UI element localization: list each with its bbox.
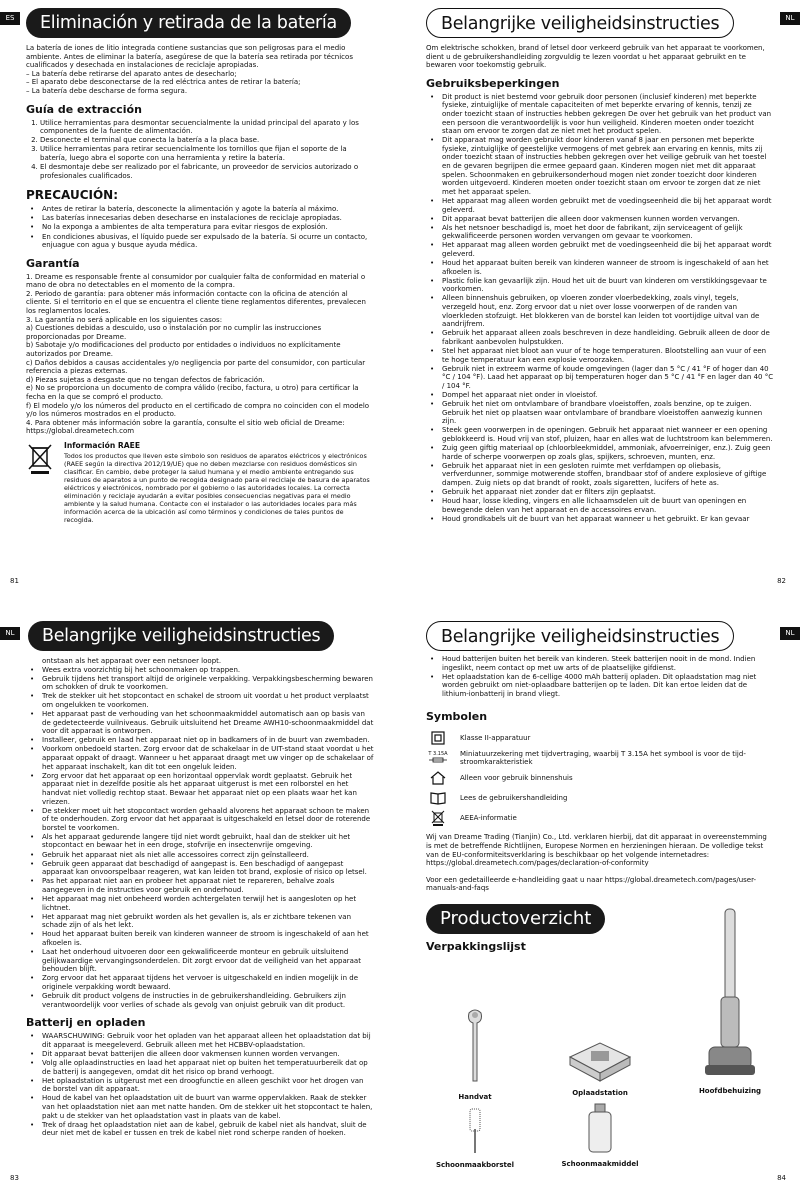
battery-list [26, 1032, 374, 1138]
product-label: Hoofdbehuizing [698, 1087, 762, 1095]
cleaning-brush-icon [468, 1107, 482, 1155]
page-81 [0, 0, 400, 597]
list-item: • Dit apparaat bevat batterijen die alleen door vakmensen kunnen worden vervangen. [26, 1050, 374, 1059]
fuse-label: T 3.15A [428, 751, 448, 758]
intro-line: – La batería debe retirarse del aparato antes de desecharlo; [26, 69, 237, 78]
symbol-row [426, 769, 774, 787]
list-item: • Gebruik het niet om ontvlambare of brandbare vloeistoffen, zoals benzine, op te zuigen. Gebruik het niet op plaatsen waar ontvlambare of brandbare vloeistoffen aanwezig kunnen zijn. [426, 400, 774, 426]
fuse-icon [426, 751, 450, 765]
symbol-row [426, 789, 774, 807]
warranty-line: c) Daños debidos a causas accidentales y/o negligencia por parte del consumidor, con particular referencia a piezas externas. [26, 358, 366, 376]
page-title: Eliminación y retirada de la batería [26, 8, 351, 38]
warranty-line: f) El modelo y/o los números del producto en el certificado de compra no coinciden con el modelo y/o los números mostrados en el producto. [26, 401, 370, 419]
product-label: Oplaadstation [572, 1089, 628, 1097]
list-item: • Zorg ervoor dat het apparaat tijdens het vervoer is uitgeschakeld en indien mogelijk in de originele verpakking wordt bewaard. [26, 974, 374, 991]
section-heading: Verpakkingslijst [426, 940, 526, 954]
list-item: 3. Utilice herramientas para retirar secuencialmente los tornillos que fijan el soporte de la batería, luego abra el soporte con una herramienta y retire la batería. [40, 145, 374, 162]
list-item: • Gebruik niet in extreem warme of koude omgevingen (lager dan 5 °C / 41 °F of hoger dan 40 °C / 104 °F). Laad het apparaat op bij temperaturen hoger dan 5 °C / 41 °F en lager dan 40 °C / 104 °F. [426, 365, 774, 391]
symbol-row [426, 729, 774, 747]
product-handle [440, 1007, 510, 1101]
page-title: Belangrijke veiligheidsinstructies [426, 621, 734, 651]
symbol-text: Miniatuurzekering met tijdvertraging, waarbij T 3.15A het symbool is voor de tijd-stroomkarakteristiek [460, 749, 746, 767]
class-ii-icon [426, 731, 450, 746]
section-heading: Symbolen [426, 710, 488, 724]
list-item: • Het oplaadstation is uitgerust met een droogfunctie en alleen geschikt voor het drogen van de borstel van dit apparaat. [26, 1077, 374, 1094]
page-number: 82 [777, 577, 786, 585]
weee-icon [426, 810, 450, 827]
product-label: Schoonmaakborstel [435, 1161, 515, 1169]
list-item: • Het apparaat mag niet gebruikt worden als het gevallen is, als er zichtbare tekenen van schade zijn of als het lekt. [26, 913, 374, 930]
product-detergent [550, 1102, 650, 1168]
list-item: • Dit product is niet bestemd voor gebruik door personen (inclusief kinderen) met beperkte fysieke, zintuiglijke of mentale capaciteiten of met beperkte ervaring of kennis, tenzij ze onder toezicht staan of instructies hebben gekregen De over het gebruik van het product van een persoon die verantwoordelijk is voor hun veiligheid. Kinderen moeten onder toezicht staan om ervoor te zorgen dat ze niet met het product spelen. [426, 93, 774, 136]
intro-line: – La batería debe descharse de forma segura. [26, 86, 188, 95]
page-83 [0, 597, 400, 1194]
list-item: • Steek geen voorwerpen in de openingen. Gebruik het apparaat niet wanneer er een opening geblokkeerd is. Houd vrij van stof, pluizen, haar en alles wat de luchtstroom kan belemmeren. [426, 426, 774, 443]
list-item: • Het apparaat mag alleen worden gebruikt met de voedingseenheid die bij het apparaat wordt geleverd. [426, 241, 774, 258]
list-item: • Het apparaat past de verhouding van het schoonmaakmiddel automatisch aan op basis van de gedetecteerde vuilniveaus. Gebruik uitsluitend het Dreame AWH10-schoonmaakmiddel dat voor dit apparaat is ontworpen. [26, 710, 374, 736]
warranty-line: b) Sabotaje y/o modificaciones del producto por entidades o individuos no explícitamente autorizados por Dreame. [26, 341, 341, 359]
list-item: • Als het apparaat gedurende langere tijd niet wordt gebruikt, haal dan de stekker uit het stopcontact en bewaar het in een droge, stofvrije en insectenvrije omgeving. [26, 833, 374, 850]
list-item: • Antes de retirar la batería, desconecte la alimentación y agote la batería al máximo. [26, 205, 374, 214]
warranty-line: e) No se proporciona un documento de compra válido (recibo, factura, u otro) para certificar la fecha en la que se compró el producto. [26, 384, 359, 401]
list-item: • Dompel het apparaat niet onder in vloeistof. [426, 391, 774, 400]
section-heading: PRECAUCIÓN: [26, 188, 119, 203]
list-item: • Gebruik het apparaat niet zonder dat er filters zijn geplaatst. [426, 488, 774, 497]
list-item: • Houd haar, losse kleding, vingers en alle lichaamsdelen uit de buurt van openingen en bewegende delen van het apparaat en de accessoires ervan. [426, 497, 774, 514]
list-item: • Als het netsnoer beschadigd is, moet het door de fabrikant, zijn serviceagent of gelijk gekwalificeerde personen worden vervangen om gevaar te voorkomen. [426, 224, 774, 241]
language-tab: NL [780, 12, 800, 25]
safety-list [26, 666, 374, 1010]
raee-text: Todos los productos que lleven este símbolo son residuos de aparatos eléctricos y electrónicos (RAEE según la directiva 2012/19/UE) que no deben mezclarse con residuos domésticos sin clasificar. En cambio, debe proteger la salud humana y el medio ambiente entregando sus residuos de aparatos a un punto de recogida designado para el reciclaje de basura de aparatos eléctricos y electrónicos, nombrado por el gobierno o las autoridades locales. La correcta eliminación y reciclaje ayudarán a evitar posibles consecuencias negativas para el medio ambiente y la salud humana. Contacte con el instalador o las autoridades locales para más información acerca de la ubicación así como términos y condiciones de tales puntos de recogida. [64, 451, 370, 524]
list-item: • Pas het apparaat niet aan en probeer het apparaat niet te repareren, behalve zoals aangegeven in de instructies voor gebruik en onderhoud. [26, 877, 374, 894]
list-item: • Las baterías innecesarias deben desecharse en instalaciones de reciclaje apropiadas. [26, 214, 374, 223]
intro-text: La batería de iones de litio integrada contiene sustancias que son peligrosas para el medio ambiente. Antes de eliminar la batería, asegúrese de que la batería sea retirada por técnicos cualificados y desechada en instalaciones de reciclaje apropiadas. [26, 44, 353, 70]
manual-text: Voor een gedetailleerde e-handleiding gaat u naar https://global.dreametech.com/pages/user-manuals-and-faqs [426, 875, 757, 893]
list-item: • En condiciones abusivas, el líquido puede ser expulsado de la batería. Si ocurre un contacto, enjuague con agua y busque ayuda médica. [26, 233, 374, 250]
intro-text: Om elektrische schokken, brand of letsel door verkeerd gebruik van het apparaat te voorkomen, dient u de gebruikershandleiding zorgvuldig te lezen voordat u het apparaat gebruikt en te bewaren voor toekomstig gebruik. [426, 44, 765, 70]
product-cleaning-brush [430, 1107, 520, 1169]
list-item: • Volg alle oplaadinstructies en laad het apparaat niet op buiten het temperatuurbereik dat op de batterij is aangegeven, omdat dit het risico op brand verhoogt. [26, 1059, 374, 1076]
list-item: 4. El desmontaje debe ser realizado por el fabricante, un proveedor de servicios autorizado o profesionales cualificados. [40, 163, 374, 180]
detergent-bottle-icon [585, 1102, 615, 1154]
list-item: • Het oplaadstation kan de 6-cellige 4000 mAh batterij opladen. Dit oplaadstation mag niet worden gebruikt om niet-oplaadbare batterijen op te laden. Dit kan ertoe leiden dat de lithium-ionbatterij in brand vliegt. [426, 673, 774, 699]
handle-icon [455, 1007, 495, 1087]
page-number: 84 [777, 1174, 786, 1182]
raee-block [26, 442, 374, 524]
list-item: 1. Utilice herramientas para desmontar secuencialmente la unidad principal del aparato y los componentes de la fuente de alimentación. [40, 119, 374, 136]
list-item: • Gebruik het apparaat niet als niet alle accessoires correct zijn geïnstalleerd. [26, 851, 374, 860]
language-tab: NL [780, 627, 800, 640]
list-item: • Houd het apparaat buiten bereik van kinderen wanneer de stroom is ingeschakeld of aan het afkoelen is. [26, 930, 374, 947]
warranty-line: 4. Para obtener más información sobre la garantía, consulte el sitio web oficial de Dreame: https://global.dreametech.com [26, 418, 345, 436]
main-body-icon [705, 907, 755, 1081]
symbol-row [426, 809, 774, 827]
intro-line: – El aparato debe desconectarse de la red eléctrica antes de retirar la batería; [26, 78, 301, 87]
product-charging-station [560, 1027, 640, 1097]
declaration-text: Wij van Dreame Trading (Tianjin) Co., Ltd. verklaren hierbij, dat dit apparaat in overeenstemming is met de betreffende Richtlijnen, Europese Normen en herzieningen hieraan. De volledige tekst van de EU-conformiteitsverklaring is beschikbaar op het volgende internetadres: https://global.dreametech.com/pages/declaration-of-conformity [426, 833, 767, 868]
list-item: • De stekker moet uit het stopcontact worden gehaald alvorens het apparaat schoon te maken of te onderhouden. Zorg ervoor dat het apparaat is uitgeschakeld en letsel door de roterende borstel te voorkomen. [26, 807, 374, 833]
warranty-line: 3. La garantía no será aplicable en los siguientes casos: [26, 315, 223, 324]
indoor-icon [426, 771, 450, 786]
list-item: • Zuig geen giftig materiaal op (chloorbleekmiddel, ammoniak, afvoerreiniger, enz.). Zuig geen harde of scherpe voorwerpen op zoals glas, spijkers, schroeven, munten, enz. [426, 444, 774, 461]
list-item: • Houd batterijen buiten het bereik van kinderen. Steek batterijen nooit in de mond. Indien ingeslikt, neem contact op met uw arts of de plaatselijke gifdienst. [426, 655, 774, 672]
list-item: • No la exponga a ambientes de alta temperatura para evitar riesgos de explosión. [26, 223, 374, 232]
list-item: • Plastic folie kan gevaarlijk zijn. Houd het uit de buurt van kinderen om verstikkingsgevaar te voorkomen. [426, 277, 774, 294]
page-number: 81 [10, 577, 19, 585]
symbol-row [426, 749, 774, 767]
restrictions-list [426, 93, 774, 524]
continuation-text: ontstaan als het apparaat over een netsnoer loopt. [42, 657, 222, 665]
guide-list [26, 119, 374, 181]
weee-bin-icon [26, 442, 56, 524]
section-heading: Gebruiksbeperkingen [426, 76, 560, 90]
symbol-text: Klasse II-apparatuur [460, 734, 531, 743]
list-item: • Dit apparaat bevat batterijen die alleen door vakmensen kunnen worden vervangen. [426, 215, 774, 224]
list-item: • Trek of draag het oplaadstation niet aan de kabel, gebruik de kabel niet als handvat, sluit de deur niet met de kabel er tussen en trek de kabel niet rond scherpe randen of hoeken. [26, 1121, 374, 1138]
list-item: • Het apparaat mag alleen worden gebruikt met de voedingseenheid die bij het apparaat wordt geleverd. [426, 197, 774, 214]
symbol-text: AEEA-informatie [460, 814, 517, 823]
warranty-line: a) Cuestiones debidas a descuido, uso o instalación por no cumplir las instrucciones proporcionadas por Dreame. [26, 324, 322, 341]
section-heading: Garantía [26, 256, 80, 270]
page-title: Belangrijke veiligheidsinstructies [28, 621, 334, 651]
warranty-text [26, 273, 374, 436]
list-item: • Trek de stekker uit het stopcontact en schakel de stroom uit voordat u het product verplaatst om ongelukken te voorkomen. [26, 692, 374, 709]
symbol-text: Alleen voor gebruik binnenshuis [460, 774, 573, 783]
warranty-line: d) Piezas sujetas a desgaste que no tengan defectos de fabricación. [26, 375, 265, 384]
product-label: Schoonmaakmiddel [561, 1160, 639, 1168]
manual-icon [426, 791, 450, 806]
list-item: • Gebruik dit product volgens de instructies in de gebruikershandleiding. Gebruikers zijn verantwoordelijk voor verlies of schade als gevolg van onjuist gebruik van dit product. [26, 992, 374, 1009]
list-item: • Gebruik het apparaat alleen zoals beschreven in deze handleiding. Gebruik alleen de door de fabrikant aanbevolen hulpstukken. [426, 329, 774, 346]
list-item: • Voorkom onbedoeld starten. Zorg ervoor dat de schakelaar in de UIT-stand staat voordat u het apparaat oppakt of draagt. Wanneer u het apparaat draagt met uw vinger op de schakelaar of het apparaat inschakelt, kan dit tot een ongeluk leiden. [26, 745, 374, 771]
page-number: 83 [10, 1174, 19, 1182]
list-item: • WAARSCHUWING: Gebruik voor het opladen van het apparaat alleen het oplaadstation dat bij dit apparaat is meegeleverd. Gebruik alleen met het HCBBV-oplaadstation. [26, 1032, 374, 1049]
raee-title: Información RAEE [64, 440, 141, 450]
page-title: Belangrijke veiligheidsinstructies [426, 8, 734, 38]
list-item: • Dit apparaat mag worden gebruikt door kinderen vanaf 8 jaar en personen met beperkte fysieke, zintuiglijke of geestelijke vermogens of met gebrek aan ervaring en kennis, mits zij onder toezicht staan of instructies hebben gekregen over het veilige gebruik van het toestel en de gevaren begrijpen die ermee gepaard gaan. Kinderen mogen niet met dit apparaat spelen. Schoonmaken en gebruikersonderhoud mogen niet zonder toezicht door kinderen worden uitgevoerd. Kinderen moeten onder toezicht staan om ervoor te zorgen dat ze niet met het apparaat spelen. [426, 136, 774, 196]
list-item: • Wees extra voorzichtig bij het schoonmaken op trappen. [26, 666, 374, 675]
symbol-text: Lees de gebruikershandleiding [460, 794, 568, 803]
battery-list [426, 655, 774, 698]
list-item: • Laat het onderhoud uitvoeren door een gekwalificeerde monteur en gebruik uitsluitend gelijkwaardige vervangingsonderdelen. Dit zorgt ervoor dat de veiligheid van het apparaat behouden blijft. [26, 948, 374, 974]
charging-station-icon [565, 1027, 635, 1083]
caution-list [26, 205, 374, 249]
list-item: • Installeer, gebruik en laad het apparaat niet op in badkamers of in de buurt van zwembaden. [26, 736, 374, 745]
overview-title: Productoverzicht [426, 904, 605, 934]
list-item: • Zorg ervoor dat het apparaat op een horizontaal oppervlak wordt geplaatst. Gebruik het apparaat niet in dezelfde positie als het apparaat uitgerust is met een rolborstel en het handvat niet volledig rechtop staat. Bewaar het apparaat niet op een plaats waar het kan vriezen. [26, 772, 374, 806]
language-tab: NL [0, 627, 20, 640]
list-item: • Gebruik het apparaat niet in een gesloten ruimte met verfdampen op oliebasis, verfverdunner, sommige motwerende stoffen, brandbaar stof of andere explosieve of giftige dampen. Zuig niets op dat brandt of rookt, zoals sigaretten, lucifers of hete as. [426, 462, 774, 488]
list-item: • Houd het apparaat buiten bereik van kinderen wanneer de stroom is ingeschakeld of aan het afkoelen is. [426, 259, 774, 276]
list-item: • Gebruik geen apparaat dat beschadigd of aangepast is. Een beschadigd of aangepast apparaat kan onvoorspelbaar reageren, wat kan leiden tot brand, explosie of risico op letsel. [26, 860, 374, 877]
list-item: • Houd grondkabels uit de buurt van het apparaat wanneer u het gebruikt. Er kan gevaar [426, 515, 774, 524]
list-item: 2. Desconecte el terminal que conecta la batería a la placa base. [40, 136, 374, 145]
page-84 [400, 597, 800, 1194]
product-label: Handvat [458, 1093, 492, 1101]
list-item: • Alleen binnenshuis gebruiken, op vloeren zonder vloerbedekking, zoals vinyl, tegels, verzegeld hout, enz. Zorg ervoor dat u niet over losse voorwerpen of de randen van vloerkleden stofzuigt. Het blokkeren van de borstel kan leiden tot voortijdige uitval van de aandrijfrem. [426, 294, 774, 328]
warranty-line: 1. Dreame es responsable frente al consumidor por cualquier falta de conformidad en material o mano de obra no detectables en el momento de la compra. [26, 272, 366, 290]
list-item: • Houd de kabel van het oplaadstation uit de buurt van warme oppervlakken. Raak de stekker van het oplaadstation niet aan met natte handen. Om de stekker uit het stopcontact te halen, pakt u de stekker van het oplaadstation vast in plaats van de kabel. [26, 1094, 374, 1120]
list-item: • Gebruik tijdens het transport altijd de originele verpakking. Verpakkingsbescherming bewaren om schokken of druk te voorkomen. [26, 675, 374, 692]
section-heading: Guía de extracción [26, 102, 142, 116]
language-tab: ES [0, 12, 20, 25]
list-item: • Het apparaat mag niet onbeheerd worden achtergelaten terwijl het is aangesloten op het lichtnet. [26, 895, 374, 912]
section-heading: Batterij en opladen [26, 1016, 146, 1030]
product-main-body [690, 907, 770, 1095]
warranty-line: 2. Periodo de garantía: para obtener más información contacte con la oficina de atención al cliente. Si el territorio en el que se encuentra el cliente tiene reglamentos diferentes, prevalecen los reglamentos locales. [26, 289, 366, 316]
page-82 [400, 0, 800, 597]
list-item: • Stel het apparaat niet bloot aan vuur of te hoge temperaturen. Blootstelling aan vuur of een te hoge temperatuur kan een explosie veroorzaken. [426, 347, 774, 364]
